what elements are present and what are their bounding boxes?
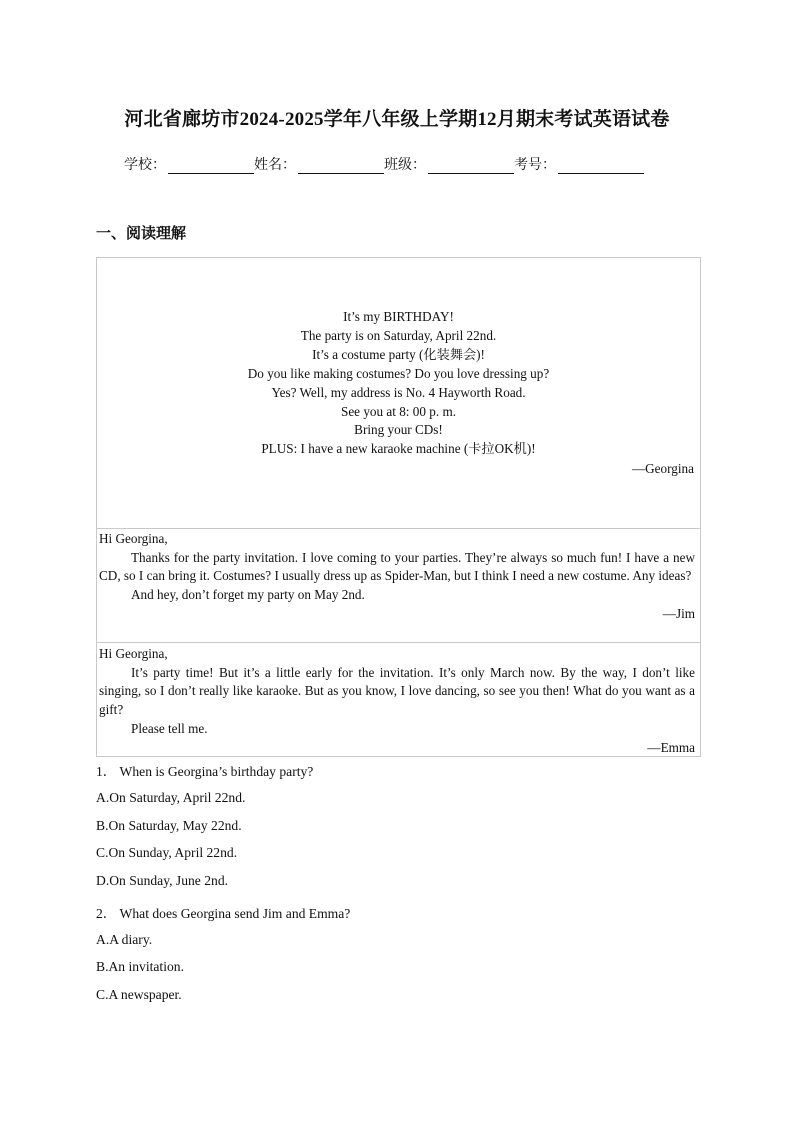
exam-number-blank [558, 157, 644, 174]
invitation-line: See you at 8: 00 p. m. [340, 403, 456, 419]
jim-signature: —Jim [662, 605, 695, 621]
jim-letter-box [96, 527, 701, 643]
invitation-line: The party is on Saturday, April 22nd. [300, 327, 497, 343]
invitation-signature: —Georgina [631, 461, 694, 476]
jim-letter [99, 530, 695, 624]
name-blank [298, 157, 384, 174]
emma-body: It’s party time! But it’s a little early for the invitation. It’s only March now. By the way, I don’t like singing, so I don’t really like karaoke. But as you know, I love dancing, so see you then! What do you want as a gift? [99, 664, 695, 718]
emma-letter-box [96, 642, 701, 757]
invitation-box [96, 257, 701, 529]
question-1-option-d[interactable]: D.On Sunday, June 2nd. [96, 873, 229, 888]
section-heading: 一、阅读理解 [96, 226, 187, 242]
question-1-option-c[interactable]: C.On Sunday, April 22nd. [96, 845, 238, 860]
student-info-row [124, 154, 644, 174]
exam-number-label: 考号： [514, 158, 556, 173]
question-2-option-b[interactable]: B.An invitation. [96, 959, 184, 974]
invitation-line: PLUS: I have a new karaoke machine (卡拉OK机)! [261, 441, 536, 457]
invitation-line: Yes? Well, my address is No. 4 Hayworth Road. [271, 384, 526, 400]
emma-greeting: Hi Georgina, [99, 646, 168, 661]
question-1-option-a[interactable]: A.On Saturday, April 22nd. [96, 790, 246, 805]
invitation-text [97, 308, 700, 459]
name-label: 姓名： [254, 158, 296, 173]
emma-letter [99, 645, 695, 757]
exam-title: 河北省廊坊市2024-2025学年八年级上学期12月期末考试英语试卷 [124, 109, 670, 130]
class-label: 班级： [384, 158, 426, 173]
question-2-stem: 2． What does Georgina send Jim and Emma? [96, 906, 351, 921]
question-1-stem: 1． When is Georgina’s birthday party? [96, 764, 314, 779]
emma-closing: Please tell me. [131, 720, 208, 736]
invitation-line: It’s a costume party (化装舞会)! [312, 346, 485, 362]
jim-closing: And hey, don’t forget my party on May 2nd. [131, 587, 365, 603]
invitation-line: Do you like making costumes? Do you love dressing up? [247, 365, 550, 381]
jim-greeting: Hi Georgina, [99, 531, 168, 546]
school-blank [168, 157, 254, 174]
jim-body: Thanks for the party invitation. I love coming to your parties. They’re always so much fun! I have a new CD, so I can bring it. Costumes? I usually dress up as Spider-Man, but I think I need a new costume. Any ideas? [99, 549, 695, 584]
school-label: 学校： [124, 158, 166, 173]
emma-signature: —Emma [647, 739, 695, 755]
question-1-option-b[interactable]: B.On Saturday, May 22nd. [96, 818, 242, 833]
class-blank [428, 157, 514, 174]
question-2-option-c[interactable]: C.A newspaper. [96, 987, 182, 1002]
invitation-line: It’s my BIRTHDAY! [343, 309, 454, 324]
question-2-option-a[interactable]: A.A diary. [96, 932, 153, 947]
invitation-line: Bring your CDs! [354, 422, 443, 438]
